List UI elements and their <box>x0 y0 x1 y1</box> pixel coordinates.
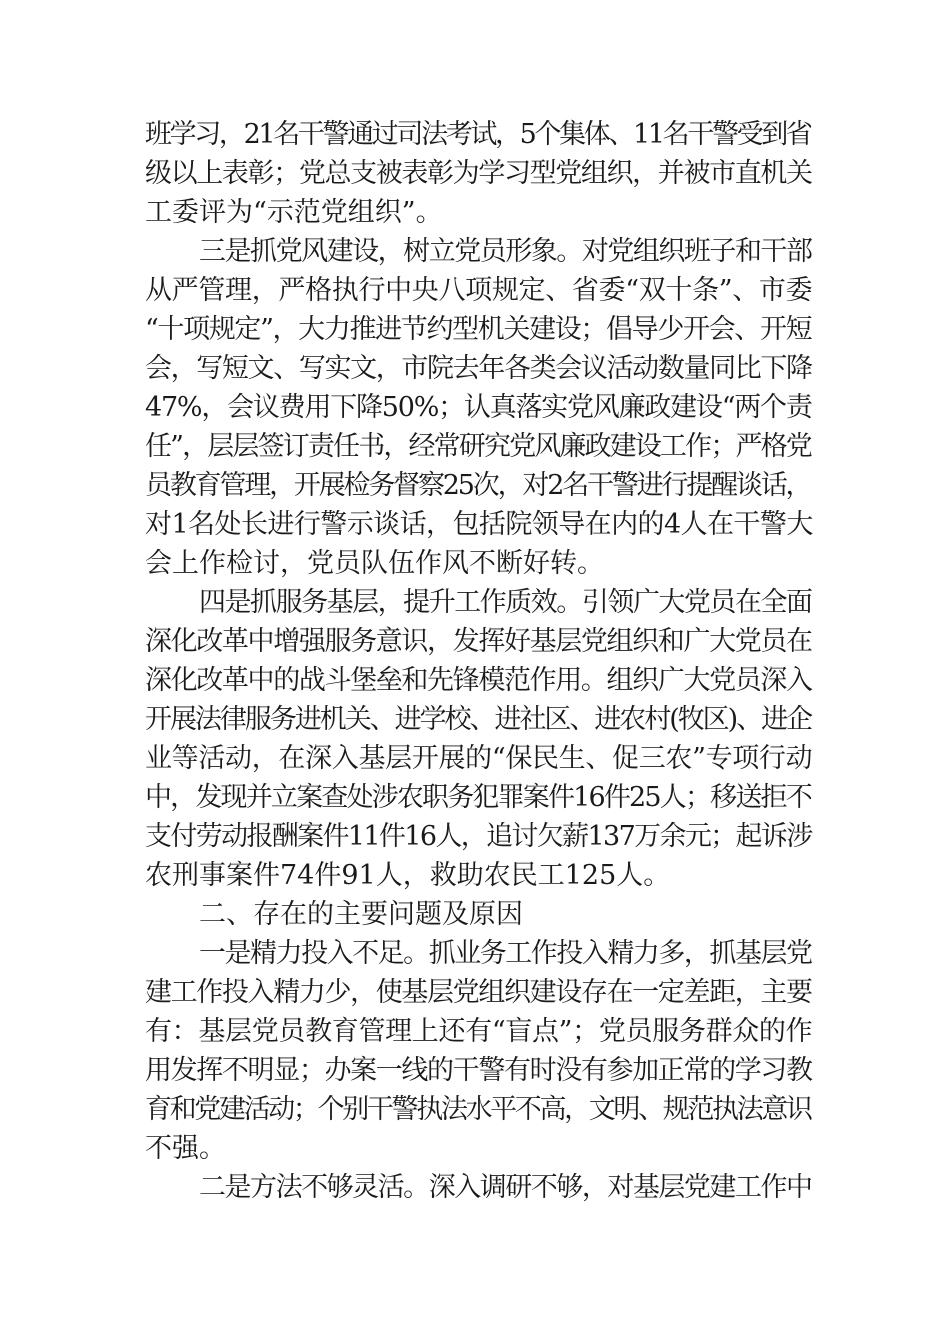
text-line: 级以上表彰；党总支被表彰为学习型党组织，并被市直机关 <box>145 158 812 189</box>
text-line: 业等活动，在深入基层开展的“保民生、促三农”专项行动 <box>145 743 813 774</box>
text-line: 深化改革中增强服务意识，发挥好基层党组织和广大党员在 <box>145 626 812 657</box>
text-line: 班学习，21名干警通过司法考试，5个集体、11名干警受到省 <box>145 119 811 150</box>
text-line: 有：基层党员教育管理上还有“盲点”；党员服务群众的作 <box>145 1016 813 1047</box>
text-line: 建工作投入精力少，使基层党组织建设存在一定差距，主要 <box>145 977 812 1008</box>
text-line: 对1名处长进行警示谈话，包括院领导在内的4人在干警大 <box>145 509 813 540</box>
document-body <box>145 115 813 1207</box>
text-line: 二、存在的主要问题及原因 <box>199 899 523 930</box>
text-line: 深化改革中的战斗堡垒和先锋模范作用。组织广大党员深入 <box>145 665 812 696</box>
text-line: 开展法律服务进机关、进学校、进社区、进农村(牧区)、进企 <box>145 704 812 735</box>
text-line: 会上作检讨，党员队伍作风不断好转。 <box>145 548 604 579</box>
text-line: “十项规定”，大力推进节约型机关建设；倡导少开会、开短 <box>145 314 812 345</box>
paragraph <box>145 115 813 232</box>
text-line: 从严管理，严格执行中央八项规定、省委“双十条”、市委 <box>145 275 813 306</box>
paragraph <box>145 232 813 583</box>
text-line: 任”，层层签订责任书，经常研究党风廉政建设工作；严格党 <box>145 431 811 462</box>
text-line: 二是方法不够灵活。深入调研不够，对基层党建工作中 <box>199 1172 812 1203</box>
text-line: 工委评为“示范党组织”。 <box>145 197 443 228</box>
text-line: 员教育管理，开展检务督察25次，对2名干警进行提醒谈话， <box>145 470 811 501</box>
text-line: 不强。 <box>145 1133 226 1164</box>
paragraph-list <box>145 115 813 1207</box>
paragraph <box>145 1168 813 1207</box>
text-line: 47%，会议费用下降50%；认真落实党风廉政建设“两个责 <box>145 392 812 423</box>
text-line: 会，写短文、写实文，市院去年各类会议活动数量同比下降 <box>145 353 812 384</box>
text-line: 三是抓党风建设，树立党员形象。对党组织班子和干部 <box>199 236 812 267</box>
paragraph <box>145 583 813 895</box>
text-line: 支付劳动报酬案件11件16人，追讨欠薪137万余元；起诉涉 <box>145 821 812 852</box>
text-line: 中，发现并立案查处涉农职务犯罪案件16件25人；移送拒不 <box>145 782 811 813</box>
paragraph <box>145 934 813 1168</box>
text-line: 育和党建活动；个别干警执法水平不高，文明、规范执法意识 <box>145 1094 811 1125</box>
text-line: 农刑事案件74件91人，救助农民工125人。 <box>145 860 671 891</box>
text-line: 四是抓服务基层，提升工作质效。引领广大党员在全面 <box>199 587 812 618</box>
text-line: 一是精力投入不足。抓业务工作投入精力多，抓基层党 <box>199 938 812 969</box>
text-line: 用发挥不明显；办案一线的干警有时没有参加正常的学习教 <box>145 1055 812 1086</box>
paragraph <box>145 895 813 934</box>
